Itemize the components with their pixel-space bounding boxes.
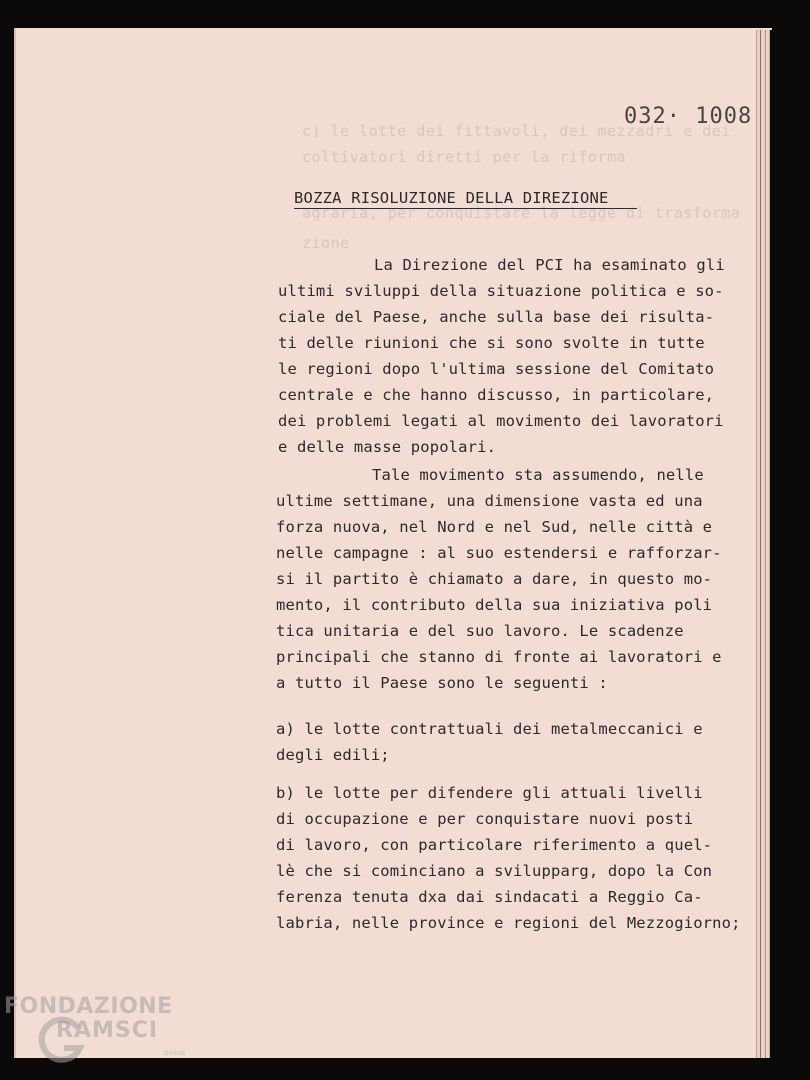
text-line: ultime settimane, una dimensione vasta ed una [276,492,703,510]
show-through-line: coltivatori diretti per la riforma [302,148,627,166]
watermark-small: onlus [164,1048,186,1057]
list-item-line: a) le lotte contrattuali dei metalmeccanici e [276,720,703,738]
text-line: ultimi sviluppi della situazione politica e so- [278,282,724,300]
list-item-line: b) le lotte per difendere gli attuali livelli [276,784,703,802]
watermark-logo [4,994,204,1076]
text-line: e delle masse popolari. [278,438,497,456]
document-page [14,28,772,1058]
text-line: principali che stanno di fronte ai lavoratori e [276,648,722,666]
show-through-line: c) le lotte dei fittavoli, dei mezzadri e dei [302,122,731,140]
watermark-line-2: RAMSCI [56,1018,159,1043]
scan-background [770,30,810,1080]
text-line: tica unitaria e del suo lavoro. Le scadenze [276,622,684,640]
text-line: dei problemi legati al movimento dei lavoratori [278,412,724,430]
archive-number: 032· 1008 [624,104,753,129]
text-line: mento, il contributo della sua iniziativa poli [276,596,713,614]
list-item-line: di lavoro, con particolare riferimento a quel- [276,836,713,854]
page-edge [756,30,771,1058]
text-line: nelle campagne : al suo estendersi e rafforzar- [276,544,722,562]
text-line: si il partito è chiamato a dare, in questo mo- [276,570,713,588]
edge-line [765,30,766,1058]
show-through-line: agraria, per conquistare la legge di trasforma [302,204,741,222]
text-line: Tale movimento sta assumendo, nelle [372,466,704,484]
edge-line [760,30,761,1058]
list-item-line: ferenza tenuta dxa dai sindacati a Reggio Ca- [276,888,703,906]
document-title: BOZZA RISOLUZIONE DELLA DIREZIONE [294,189,637,209]
text-line: le regioni dopo l'ultima sessione del Comitato [278,360,715,378]
list-item-line: lè che si cominciano a svilupparg, dopo la Con [276,862,713,880]
text-line: ti delle riunioni che si sono svolte in tutte [278,334,705,352]
text-line: La Direzione del PCI ha esaminato gli [374,256,725,274]
list-item-line: di occupazione e per conquistare nuovi posti [276,810,694,828]
show-through-line: zione [302,234,350,252]
list-item-line: degli edili; [276,746,390,764]
text-line: ciale del Paese, anche sulla base dei risulta- [278,308,715,326]
list-item-line: labria, nelle province e regioni del Mezzogiorno; [276,914,741,932]
text-line: centrale e che hanno discusso, in particolare, [278,386,715,404]
watermark-line-1: FONDAZIONE [4,994,173,1019]
text-line: forza nuova, nel Nord e nel Sud, nelle città e [276,518,713,536]
text-line: a tutto il Paese sono le seguenti : [276,674,608,692]
